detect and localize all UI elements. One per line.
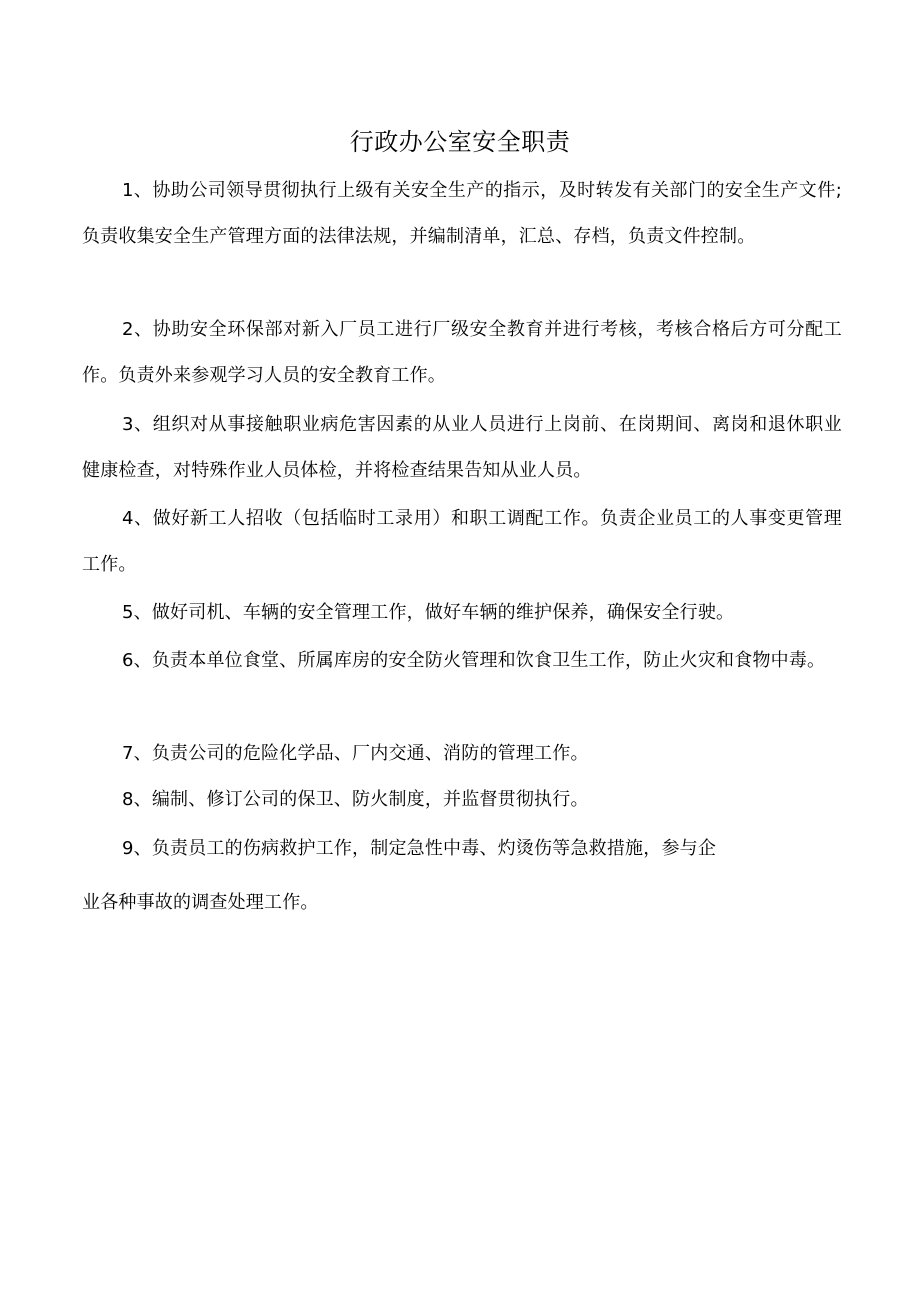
duty-paragraph-9-continued: 业各种事故的调查处理工作。 — [82, 892, 319, 913]
duty-paragraph-5: 5、做好司机、车辆的安全管理工作，做好车辆的维护保养，确保安全行驶。 — [122, 602, 735, 623]
duty-paragraph-6: 6、负责本单位食堂、所属库房的安全防火管理和饮食卫生工作，防止火灾和食物中毒。 — [122, 650, 826, 671]
duty-paragraph-2: 2、协助安全环保部对新入厂员工进行厂级安全教育并进行考核，考核合格后方可分配工作。负责外来参观学习人员的安全教育工作。 — [82, 319, 842, 386]
duty-paragraph-9: 9、负责员工的伤病救护工作，制定急性中毒、灼烫伤等急救措施，参与企 — [122, 838, 717, 859]
duty-paragraph-4: 4、做好新工人招收（包括临时工录用）和职工调配工作。负责企业员工的人事变更管理工作。 — [82, 508, 842, 575]
document-title: 行政办公室安全职责 — [349, 128, 571, 156]
duty-paragraph-3: 3、组织对从事接触职业病危害因素的从业人员进行上岗前、在岗期间、离岗和退休职业健康检查，对特殊作业人员体检，并将检查结果告知从业人员。 — [82, 414, 842, 481]
duty-paragraph-1: 1、协助公司领导贯彻执行上级有关安全生产的指示，及时转发有关部门的安全生产文件;负责收集安全生产管理方面的法律法规，并编制清单，汇总、存档，负责文件控制。 — [82, 180, 842, 247]
duty-paragraph-7: 7、负责公司的危险化学品、厂内交通、消防的管理工作。 — [122, 743, 589, 764]
duty-paragraph-8: 8、编制、修订公司的保卫、防火制度，并监督贯彻执行。 — [122, 789, 589, 810]
